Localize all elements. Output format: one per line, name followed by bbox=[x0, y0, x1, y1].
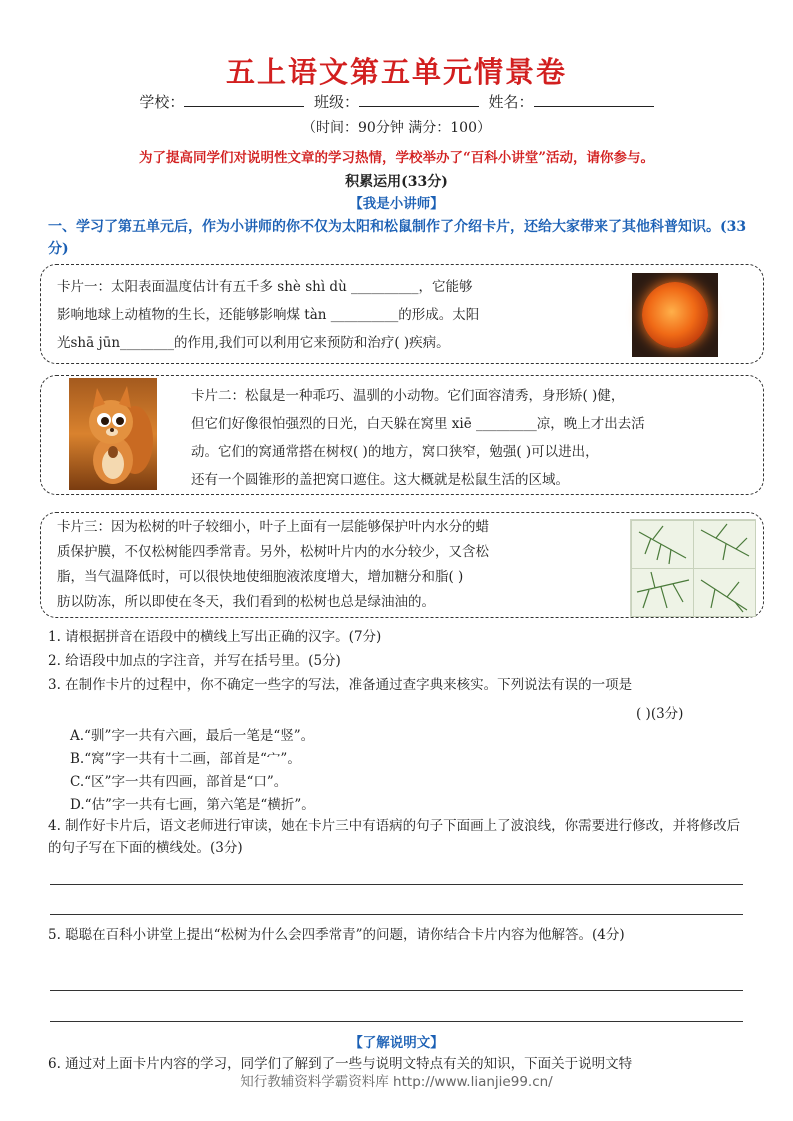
student-info-row bbox=[0, 91, 793, 112]
answer-line[interactable] bbox=[50, 914, 743, 915]
name-blank[interactable] bbox=[534, 92, 654, 107]
card-sun-line: 影响地球上动植物的生长，还能够影响煤 tàn __________的形成。太阳 bbox=[57, 307, 480, 323]
name-label: 姓名： bbox=[488, 93, 534, 111]
card-squirrel-text bbox=[191, 382, 757, 494]
question-2: 2. 给语段中加点的字注音，并写在括号里。(5分) bbox=[48, 653, 341, 669]
card-sun bbox=[40, 264, 764, 364]
answer-line[interactable] bbox=[50, 1021, 743, 1022]
card-pine-line: 卡片三：因为松树的叶子较细小，叶子上面有一层能够保护叶内水分的蜡 bbox=[57, 519, 489, 535]
school-label: 学校： bbox=[139, 93, 185, 111]
question-3-score: ( )(3分) bbox=[636, 706, 684, 722]
school-blank[interactable] bbox=[184, 92, 304, 107]
option-a: A.“驯”字一共有六画，最后一笔是“竖”。 bbox=[70, 728, 315, 744]
card-sun-line: 光shā jūn________的作用,我们可以利用它来预防和治疗( )疾病。 bbox=[57, 335, 450, 351]
class-blank[interactable] bbox=[359, 92, 479, 107]
subtitle-lecturer: 【我是小讲师】 bbox=[349, 196, 444, 212]
activity-intro: 为了提高同学们对说明性文章的学习热情，学校举办了“百科小讲堂”活动，请你参与。 bbox=[138, 150, 655, 166]
question-1: 1. 请根据拼音在语段中的横线上写出正确的汉字。(7分) bbox=[48, 629, 382, 645]
card-pine-line: 脂，当气温降低时，可以很快地使细胞液浓度增大，增加糖分和脂( ) bbox=[57, 569, 464, 585]
question-3: 3. 在制作卡片的过程中，你不确定一些字的写法，准备通过查字典来核实。下列说法有误的一项是 bbox=[48, 677, 633, 693]
answer-line[interactable] bbox=[50, 990, 743, 991]
card-squirrel-line: 但它们好像很怕强烈的日光，白天躲在窝里 xiē _________凉，晚上才出去活 bbox=[191, 416, 645, 432]
question-one-heading: 一、学习了第五单元后，作为小讲师的你不仅为太阳和松鼠制作了介绍卡片，还给大家带来了其他科普知识。(33分) bbox=[48, 219, 747, 257]
exam-time-score: （时间：90分钟 满分：100） bbox=[302, 120, 491, 136]
squirrel-image bbox=[69, 378, 157, 490]
card-squirrel-line: 动。它们的窝通常搭在树杈( )的地方，窝口狭窄，勉强( )可以进出， bbox=[191, 444, 599, 460]
card-pine-text bbox=[57, 515, 577, 615]
card-squirrel-line: 卡片二：松鼠是一种乖巧、温驯的小动物。它们面容清秀，身形矫( )健， bbox=[191, 388, 625, 404]
subtitle-expository: 【了解说明文】 bbox=[349, 1035, 444, 1051]
question-5: 5. 聪聪在百科小讲堂上提出“松树为什么会四季常青”的问题，请你结合卡片内容为他解答。(4分) bbox=[48, 927, 625, 943]
option-b: B.“窝”字一共有十二画，部首是“宀”。 bbox=[70, 751, 301, 767]
card-sun-line: 卡片一：太阳表面温度估计有五千多 shè shì dù __________，它能够 bbox=[57, 279, 473, 295]
page-title: 五上语文第五单元情景卷 bbox=[225, 55, 567, 89]
option-c: C.“区”字一共有四画，部首是“口”。 bbox=[70, 774, 288, 790]
pine-needles-image bbox=[630, 519, 756, 617]
card-squirrel-line: 还有一个圆锥形的盖把窝口遮住。这大概就是松鼠生活的区域。 bbox=[191, 472, 569, 488]
sun-image bbox=[632, 273, 718, 357]
card-pine-line: 肪以防冻，所以即使在冬天，我们看到的松树也总是绿油油的。 bbox=[57, 594, 435, 610]
option-d: D.“估”字一共有七画，第六笔是“横折”。 bbox=[70, 797, 315, 813]
section-heading: 积累运用(33分) bbox=[345, 174, 448, 190]
class-label: 班级： bbox=[313, 93, 359, 111]
answer-line[interactable] bbox=[50, 884, 743, 885]
card-sun-text bbox=[57, 273, 617, 357]
card-pine bbox=[40, 512, 764, 618]
question-6: 6. 通过对上面卡片内容的学习，同学们了解到了一些与说明文特点有关的知识，下面关于说明文特 bbox=[48, 1056, 633, 1072]
question-4: 4. 制作好卡片后，语文老师进行审读，她在卡片三中有语病的句子下面画上了波浪线，你需要进行修改，并将修改后的句子写在下面的横线处。(3分) bbox=[48, 818, 741, 856]
footer-watermark: 知行教辅资料学霸资料库 http://www.lianjie99.cn/ bbox=[240, 1074, 553, 1090]
card-squirrel bbox=[40, 375, 764, 495]
card-pine-line: 质保护膜，不仅松树能四季常青。另外，松树叶片内的水分较少，又含松 bbox=[57, 544, 489, 560]
